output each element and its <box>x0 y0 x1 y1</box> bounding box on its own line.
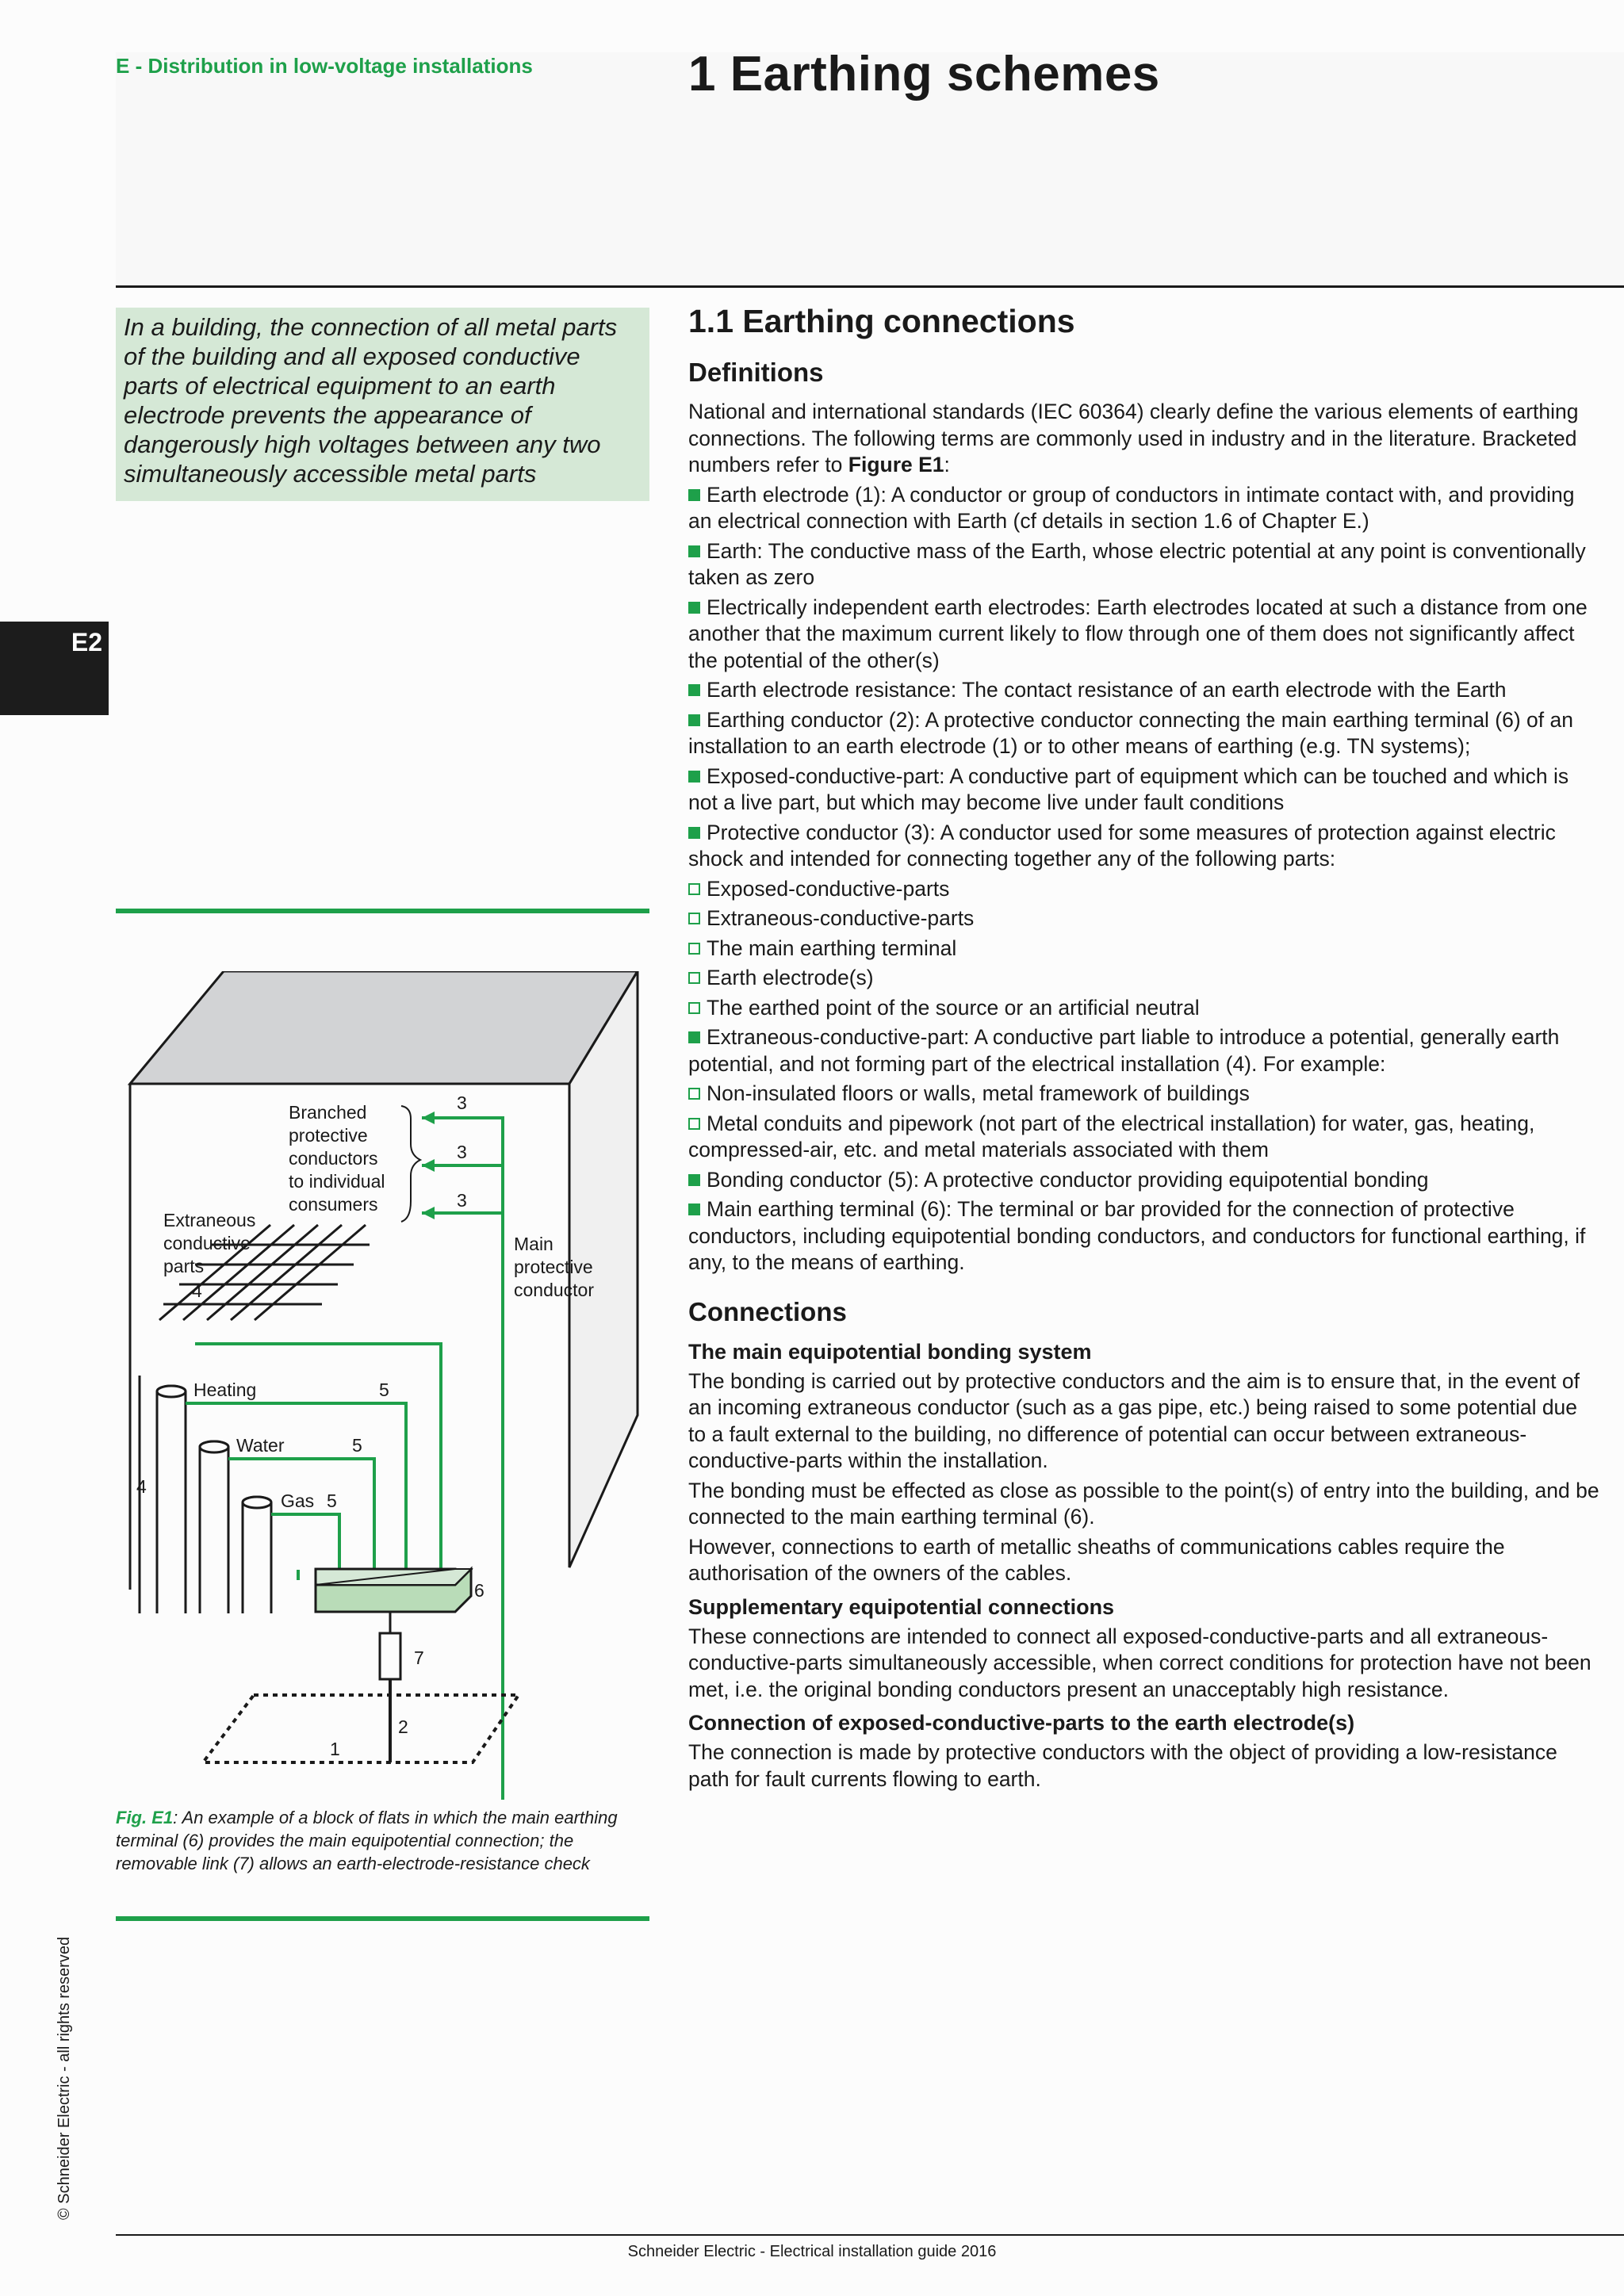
open-square-bullet-icon <box>688 883 700 895</box>
definition-text: Earthing conductor (2): A protective conductor connecting the main earthing terminal (6) of an installation to an earth electrode (1) or to other means of earthing (e.g. TN systems); <box>688 707 1573 758</box>
filled-square-bullet-icon <box>688 684 700 696</box>
definition-item <box>688 1167 1600 1194</box>
arrow-3 <box>422 1207 435 1219</box>
definition-item <box>688 595 1600 675</box>
filled-square-bullet-icon <box>688 1174 700 1186</box>
label-main-2: protective <box>514 1257 593 1277</box>
summary-box <box>116 308 649 501</box>
definition-text: Protective conductor (3): A conductor used for some measures of protection against electric shock and intended for connecting together any of the following parts: <box>688 820 1556 871</box>
definition-item <box>688 1081 1600 1108</box>
label-main-3: conductor <box>514 1280 595 1300</box>
label-extraneous-1: Extraneous <box>163 1210 256 1230</box>
definition-text: Metal conduits and pipework (not part of the electrical installation) for water, gas, heating, compressed-air, etc. and metal materials associated with them <box>688 1111 1535 1161</box>
definition-item <box>688 1111 1600 1164</box>
definition-text: Earth electrode (1): A conductor or group of conductors in intimate contact with, and providing an electrical connection with Earth (cf details in section 1.6 of Chapter E.) <box>688 482 1575 533</box>
definition-item <box>688 538 1600 591</box>
intro-colon: : <box>944 453 950 476</box>
figure-caption <box>116 1806 655 1875</box>
filled-square-bullet-icon <box>688 827 700 839</box>
definition-item <box>688 936 1600 962</box>
open-square-bullet-icon <box>688 972 700 984</box>
label-4-structure: 4 <box>136 1476 147 1497</box>
header-rule <box>116 285 1624 288</box>
definition-item <box>688 820 1600 873</box>
label-5-heating: 5 <box>379 1380 389 1400</box>
definition-item <box>688 482 1600 535</box>
connection-heading: Connection of exposed-conductive-parts to the earth electrode(s) <box>688 1711 1355 1735</box>
main-bonding-para-2: The bonding must be effected as close as possible to the point(s) of entry into the building, and be connected to the main earthing terminal (6). <box>688 1478 1599 1529</box>
definition-item <box>688 965 1600 992</box>
page-footer: Schneider Electric - Electrical installation guide 2016 <box>627 2243 997 2260</box>
main-bonding-heading: The main equipotential bonding system <box>688 1339 1092 1364</box>
branch-brace <box>401 1106 420 1222</box>
label-branched-1: Branched <box>289 1102 367 1123</box>
definition-text: Main earthing terminal (6): The terminal or bar provided for the connection of protective conductors, including equipotential bonding conductors, and conductors for functional earthing, if any, to the means of earthing. <box>688 1197 1586 1274</box>
figure-top-rule <box>116 909 649 913</box>
removable-link <box>380 1633 400 1679</box>
copyright-notice: © Schneider Electric - all rights reserved <box>56 1936 73 2220</box>
connections-heading: Connections <box>688 1296 847 1326</box>
page-tab-label: E2 <box>71 628 102 656</box>
definition-text: Bonding conductor (5): A protective conductor providing equipotential bonding <box>707 1167 1429 1192</box>
definition-text: Electrically independent earth electrodes: Earth electrodes located at such a distance from one another that the maximum current likely to flow through one of them does not significantly affect the potential of the other(s) <box>688 595 1588 672</box>
filled-square-bullet-icon <box>688 771 700 783</box>
definition-item <box>688 763 1600 817</box>
arrow-1 <box>422 1112 435 1124</box>
definitions-intro <box>688 399 1600 479</box>
label-branched-2: protective <box>289 1125 368 1146</box>
main-bonding-para-3: However, connections to earth of metallic sheaths of communications cables require the authorisation of the owners of the cables. <box>688 1534 1505 1585</box>
page-tab <box>0 622 109 715</box>
supplementary-heading: Supplementary equipotential connections <box>688 1594 1115 1619</box>
chapter-title: E - Distribution in low-voltage installations <box>116 54 533 78</box>
definition-text: Extraneous-conductive-parts <box>707 906 975 930</box>
earth-electrode <box>203 1695 519 1762</box>
page-title: 1 Earthing schemes <box>688 47 1160 101</box>
open-square-bullet-icon <box>688 1002 700 1014</box>
filled-square-bullet-icon <box>688 489 700 501</box>
definition-text: The main earthing terminal <box>707 936 957 960</box>
supplementary-text: These connections are intended to connect all exposed-conductive-parts and all extraneous-conductive-parts simultaneously accessible, when correct conditions for protection have not been met, i.e. the original bonding conductors present an unacceptably high resistance. <box>688 1624 1591 1701</box>
figure-bottom-rule <box>116 1916 649 1921</box>
caption-text: : An example of a block of flats in which the main earthing terminal (6) provides the main equipotential connection; the removable link (7) allows an earth-electrode-resistance check <box>116 1808 618 1873</box>
caption-label: Fig. E1 <box>116 1808 174 1827</box>
summary-text: In a building, the connection of all metal parts of the building and all exposed conductive parts of electrical equipment to an earth electrode prevents the appearance of dangerously high voltages between any two simultaneously accessible metal parts <box>124 313 618 488</box>
definitions-heading: Definitions <box>688 358 824 387</box>
definition-text: Non-insulated floors or walls, metal framework of buildings <box>707 1081 1250 1105</box>
definition-text: The earthed point of the source or an artificial neutral <box>707 995 1200 1020</box>
label-3c: 3 <box>457 1190 467 1211</box>
label-main-1: Main <box>514 1234 553 1254</box>
water-pipe <box>200 1441 228 1613</box>
definition-text: Exposed-conductive-part: A conductive part of equipment which can be touched and which is not a live part, but which may become live under fault conditions <box>688 763 1569 814</box>
label-water: Water <box>236 1435 285 1456</box>
label-branched-4: to individual <box>289 1171 385 1192</box>
label-6: 6 <box>474 1580 485 1601</box>
footer-rule <box>116 2234 1624 2236</box>
definition-item <box>688 1196 1600 1276</box>
definition-text: Earth: The conductive mass of the Earth, whose electric potential at any point is conventionally taken as zero <box>688 538 1586 589</box>
figure-e1 <box>116 971 655 1804</box>
label-5-gas: 5 <box>327 1490 337 1511</box>
definition-item <box>688 707 1600 760</box>
label-7: 7 <box>414 1647 424 1668</box>
main-protective-conductor <box>422 1118 503 1800</box>
definition-item <box>688 876 1600 903</box>
label-3a: 3 <box>457 1093 467 1113</box>
building-roof <box>130 971 638 1084</box>
label-branched-3: conductors <box>289 1148 378 1169</box>
filled-square-bullet-icon <box>688 1203 700 1215</box>
intro-text: National and international standards (IEC 60364) clearly define the various elements of earthing connections. The following terms are commonly used in industry and in the literature. Bracketed numbers refer to <box>688 400 1579 476</box>
main-content <box>688 300 1600 1796</box>
label-extraneous-3: parts <box>163 1256 205 1276</box>
definitions-list <box>688 482 1600 1276</box>
definition-text: Earth electrode resistance: The contact resistance of an earth electrode with the Earth <box>707 678 1507 702</box>
label-1: 1 <box>330 1739 340 1759</box>
definition-item <box>688 995 1600 1022</box>
filled-square-bullet-icon <box>688 714 700 726</box>
label-2: 2 <box>398 1716 408 1737</box>
label-extraneous-2: conductive <box>163 1233 251 1253</box>
arrow-2 <box>422 1159 435 1172</box>
label-3b: 3 <box>457 1142 467 1162</box>
label-branched-5: consumers <box>289 1194 378 1215</box>
main-bonding-para-1: The bonding is carried out by protective conductors and the aim is to ensure that, in the event of an incoming extraneous conductor (such as a gas pipe, etc.) being raised to some potential due to a fault external to the building, no difference of potential can occur between extraneous-conductive-parts within the installation. <box>688 1368 1580 1472</box>
label-4-grid: 4 <box>192 1280 202 1301</box>
open-square-bullet-icon <box>688 1088 700 1100</box>
connection-text: The connection is made by protective conductors with the object of providing a low-resistance path for fault currents flowing to earth. <box>688 1740 1557 1791</box>
filled-square-bullet-icon <box>688 1031 700 1043</box>
open-square-bullet-icon <box>688 1118 700 1130</box>
figure-reference: Figure E1 <box>848 453 944 476</box>
heating-pipe <box>157 1386 186 1613</box>
filled-square-bullet-icon <box>688 545 700 557</box>
section-title: 1.1 Earthing connections <box>688 303 1075 339</box>
open-square-bullet-icon <box>688 913 700 924</box>
label-heating: Heating <box>193 1380 257 1400</box>
definition-text: Extraneous-conductive-part: A conductive part liable to introduce a potential, generally earth potential, and not forming part of the electrical installation (4). For example: <box>688 1025 1560 1076</box>
definition-text: Earth electrode(s) <box>707 966 874 989</box>
gas-pipe <box>243 1497 271 1613</box>
definition-item <box>688 1024 1600 1077</box>
definition-item <box>688 677 1600 704</box>
label-5-water: 5 <box>352 1435 362 1456</box>
pipes <box>157 1386 271 1613</box>
open-square-bullet-icon <box>688 943 700 955</box>
definition-text: Exposed-conductive-parts <box>707 876 950 901</box>
definition-item <box>688 905 1600 932</box>
label-gas: Gas <box>281 1490 315 1511</box>
filled-square-bullet-icon <box>688 602 700 614</box>
